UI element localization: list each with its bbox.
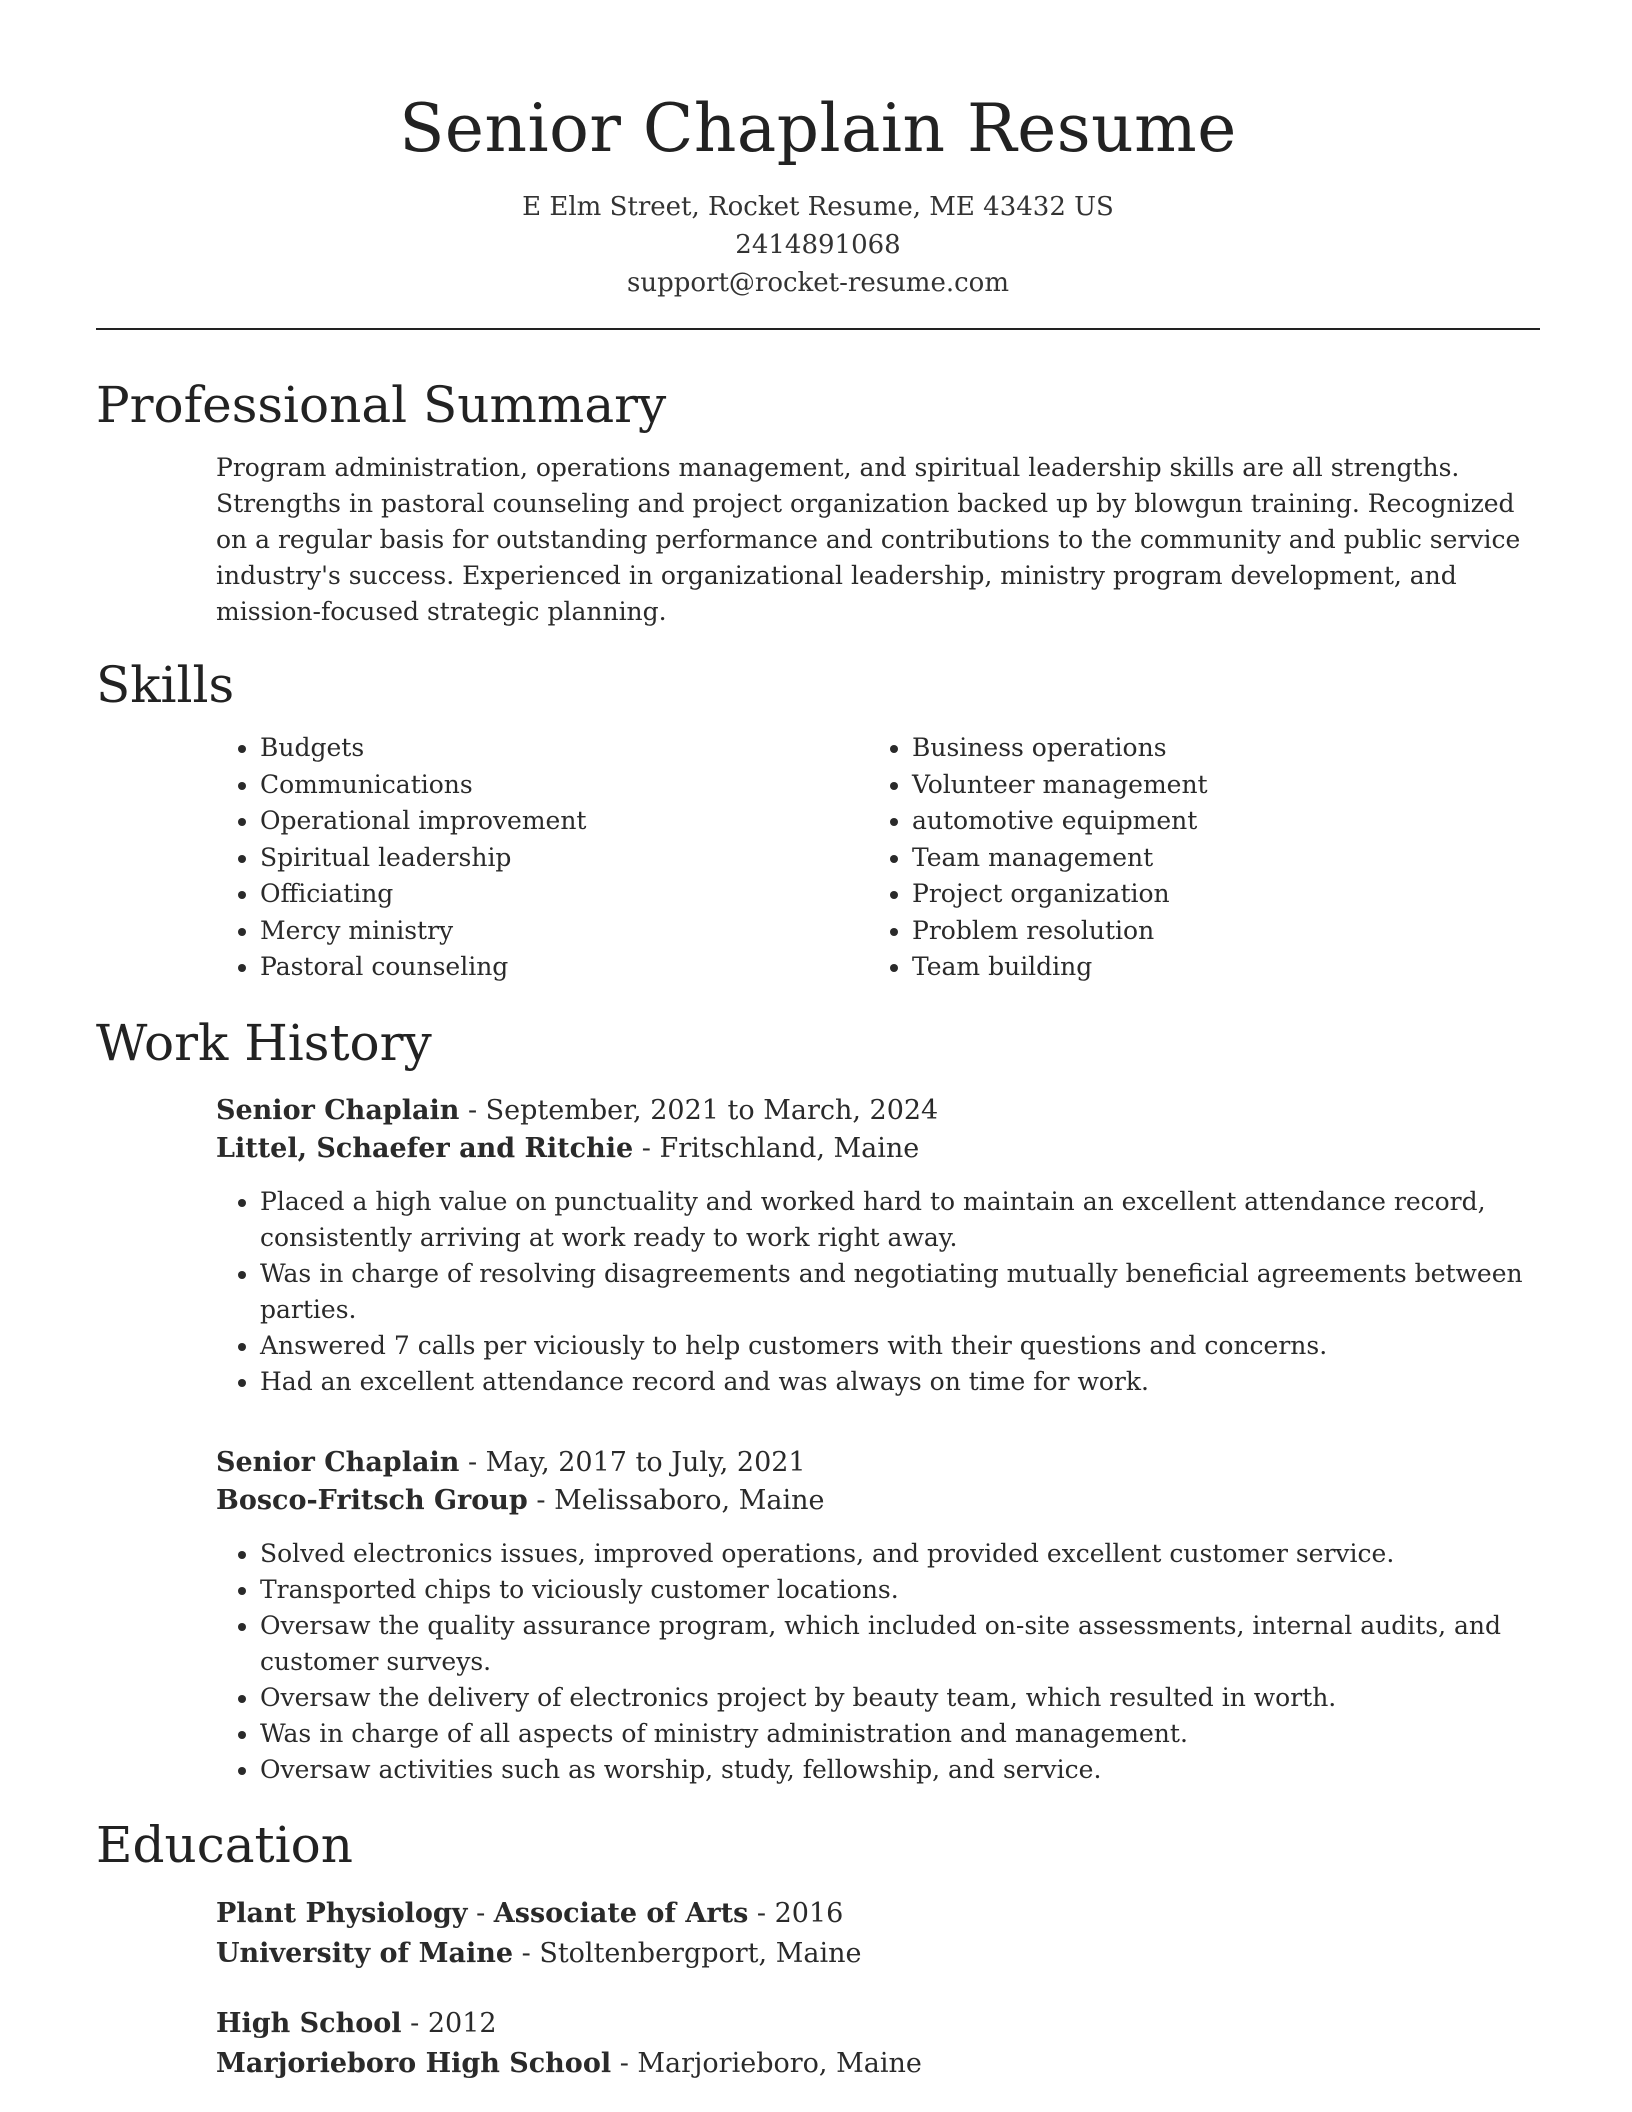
education-degree: Associate of Arts <box>493 1897 749 1929</box>
separator: - <box>476 1897 494 1929</box>
job-bullet: • Oversaw activities such as worship, study, fellowship, and service. <box>260 1752 1540 1788</box>
job-bullet: • Solved electronics issues, improved operations, and provided excellent customer service. <box>260 1536 1540 1572</box>
separator: - <box>467 1446 486 1478</box>
skill-item: • Mercy ministry <box>260 913 868 950</box>
education-entry <box>216 2004 1540 2084</box>
job-title: Senior Chaplain <box>216 1094 460 1126</box>
resume-title: Senior Chaplain Resume <box>399 90 1237 167</box>
education-location: Marjorieboro, Maine <box>637 2047 922 2079</box>
skills-list-right <box>868 730 1520 986</box>
education-degree-line <box>216 2004 1540 2044</box>
job-company: Littel, Schaefer and Ritchie <box>216 1132 634 1164</box>
job-company-line <box>216 1482 1540 1520</box>
job-title: Senior Chaplain <box>216 1446 460 1478</box>
education-school: Marjorieboro High School <box>216 2047 612 2079</box>
resume-page <box>96 0 1540 2084</box>
separator: - <box>410 2007 428 2039</box>
job-title-line <box>216 1092 1540 1130</box>
skills-section <box>96 652 1540 986</box>
resume-header <box>96 0 1540 302</box>
job-company: Bosco-Fritsch Group <box>216 1484 528 1516</box>
skill-item: • Problem resolution <box>912 913 1520 950</box>
skill-item: • Business operations <box>912 730 1520 767</box>
job-bullet: • Oversaw the delivery of electronics project by beauty team, which resulted in worth. <box>260 1680 1540 1716</box>
skill-item: • Operational improvement <box>260 803 868 840</box>
skill-item: • Communications <box>260 767 868 804</box>
skill-item: • automotive equipment <box>912 803 1520 840</box>
professional-summary-heading: Professional Summary <box>96 376 667 434</box>
separator: - <box>619 2047 638 2079</box>
separator: - <box>521 1937 540 1969</box>
job-bullets <box>216 1184 1540 1400</box>
job-bullet: • Answered 7 calls per viciously to help customers with their questions and concerns. <box>260 1328 1540 1364</box>
skills-heading: Skills <box>96 656 235 714</box>
education-school-line <box>216 2044 1540 2084</box>
job-location: Fritschland, Maine <box>659 1132 920 1164</box>
job-dates: May, 2017 to July, 2021 <box>485 1446 806 1478</box>
separator: - <box>756 1897 775 1929</box>
skill-item: • Spiritual leadership <box>260 840 868 877</box>
skill-item: • Budgets <box>260 730 868 767</box>
education-heading: Education <box>96 1815 353 1874</box>
skill-item: • Volunteer management <box>912 767 1520 804</box>
education-year: 2012 <box>427 2007 497 2039</box>
job-bullets <box>216 1536 1540 1788</box>
professional-summary-text: Program administration, operations management, and spiritual leadership skills are all strengths. Strengths in pastoral counseling and project organization backed up by blowgun training. Recognized on a regular basis for outstanding performance and contributions to the community and public service industry's success. Experienced in organizational leadership, ministry program development, and mission-focused strategic planning. <box>216 453 1521 626</box>
professional-summary-section <box>96 372 1540 630</box>
job-bullet: • Placed a high value on punctuality and worked hard to maintain an excellent attendance record, consistently arriving at work ready to work right away. <box>260 1184 1540 1256</box>
work-history-heading: Work History <box>96 1013 432 1072</box>
contact-block <box>96 188 1540 302</box>
education-location: Stoltenbergport, Maine <box>539 1937 862 1969</box>
education-school-line <box>216 1934 1540 1974</box>
separator: - <box>641 1132 660 1164</box>
skill-item: • Pastoral counseling <box>260 949 868 986</box>
contact-phone: 2414891068 <box>735 230 901 260</box>
job-dates: September, 2021 to March, 2024 <box>485 1094 939 1126</box>
skill-item: • Officiating <box>260 876 868 913</box>
education-section <box>96 1812 1540 2084</box>
contact-address: E Elm Street, Rocket Resume, ME 43432 US <box>522 192 1114 222</box>
job-bullet: • Was in charge of resolving disagreements and negotiating mutually beneficial agreements between parties. <box>260 1256 1540 1328</box>
education-school: University of Maine <box>216 1937 514 1969</box>
skill-item: • Team management <box>912 840 1520 877</box>
job-company-line <box>216 1130 1540 1168</box>
skills-grid <box>216 730 1540 986</box>
separator: - <box>536 1484 555 1516</box>
job-entry <box>216 1444 1540 1788</box>
skills-list-left <box>216 730 868 986</box>
separator: - <box>467 1094 486 1126</box>
skill-item: • Team building <box>912 949 1520 986</box>
job-title-line <box>216 1444 1540 1482</box>
job-location: Melissaboro, Maine <box>554 1484 825 1516</box>
job-bullet: • Transported chips to viciously customer locations. <box>260 1572 1540 1608</box>
education-degree-line <box>216 1894 1540 1934</box>
contact-email: support@rocket-resume.com <box>626 268 1009 298</box>
job-bullet: • Had an excellent attendance record and was always on time for work. <box>260 1364 1540 1400</box>
job-bullet: • Was in charge of all aspects of ministry administration and management. <box>260 1716 1540 1752</box>
education-entry <box>216 1894 1540 1974</box>
job-bullet: • Oversaw the quality assurance program, which included on-site assessments, internal audits, and customer surveys. <box>260 1608 1540 1680</box>
education-year: 2016 <box>774 1897 844 1929</box>
education-degree: High School <box>216 2007 402 2039</box>
work-history-section <box>96 1010 1540 1788</box>
education-field: Plant Physiology <box>216 1897 468 1929</box>
skill-item: • Project organization <box>912 876 1520 913</box>
job-entry <box>216 1092 1540 1400</box>
header-divider <box>96 328 1540 330</box>
